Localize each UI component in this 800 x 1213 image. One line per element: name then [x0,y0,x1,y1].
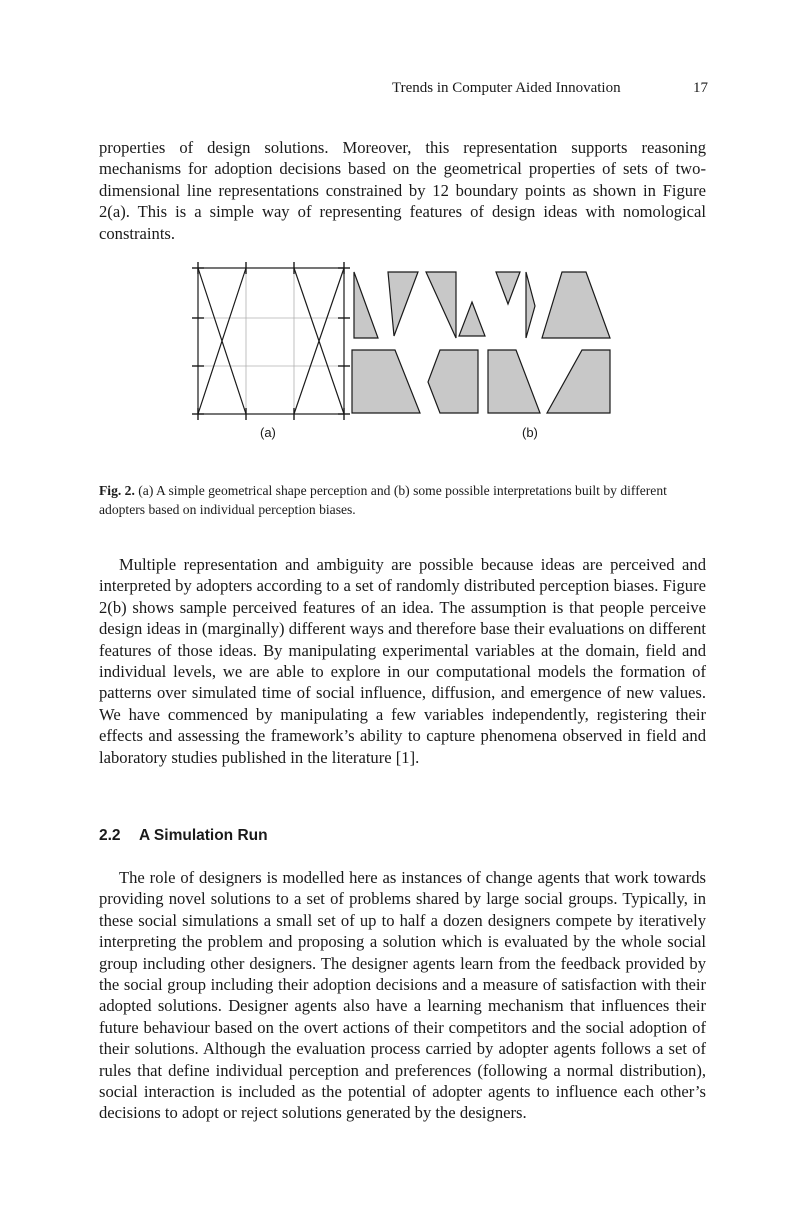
shape-triangle-3 [426,272,456,338]
paragraph-2: Multiple representation and ambiguity are possible because ideas are perceived and interpreted by adopters according to a set of randomly distributed perception biases. Figure 2(b) shows sample perceived features of an idea. The assumption is that people perceive design ideas in (marginally) different ways and therefore base their evaluations on different features of those ideas. By manipulating experimental variables at the domain, field and individual levels, we are able to explore in our computational models the formation of patterns over simulated time of social influence, diffusion, and emergence of new values. We have commenced by manipulating a few variables independently, registering their effects and assessing the framework’s ability to capture phenomena observed in field and laboratory studies published in the literature [1]. [99,555,706,767]
section-heading [99,826,268,846]
page-number: 17 [693,80,708,96]
paragraph-3: The role of designers is modelled here as instances of change agents that work towards providing novel solutions to a set of problems shared by large social groups. Typically, in these social simulations a small set of up to half a dozen designers compete by iteratively interpreting the problem and proposing a solution which is evaluated by the whole social group including other designers. The designer agents learn from the feedback provided by the social group including their adoption decisions and a measure of satisfaction with their adopted solutions. Designer agents also have a learning mechanism that influences their future behaviour based on the overt actions of their competitors and the social adoption of their solutions. Although the evaluation process carried by adopter agents follows a set of rules that define individual perception and preferences (following a normal distribution), social interaction is included as the potential of adopter agents to influence each other’s decisions to adopt or reject solutions generated by the designers. [99,868,706,1123]
figure-2 [190,258,620,448]
section-title: A Simulation Run [139,827,268,844]
shape-triangle-1 [354,272,378,338]
figure-label-a: (a) [260,425,276,440]
shape-trapezoid-1 [542,272,610,338]
paragraph-1: properties of design solutions. Moreover, this representation supports reasoning mechanisms for adoption decisions based on the geometrical properties of sets of two-dimensional line representations constrained by 12 boundary points as shown in Figure 2(a). This is a simple way of representing features of design ideas with nomological constraints. [99,138,706,243]
section-number: 2.2 [99,827,121,844]
shape-hexagon-1 [428,350,478,413]
shape-pentagon-1 [488,350,540,413]
shape-triangle-2 [388,272,418,336]
shape-triangle-4 [459,302,485,336]
figure-caption [99,481,706,519]
shape-parallelogram-1 [352,350,420,413]
caption-text: (a) A simple geometrical shape perception and (b) some possible interpretations built by different adopters based on individual perception biases. [99,483,667,517]
interpretations-panel-b [352,272,610,413]
figure-2-drawing [190,258,620,448]
caption-figure-number: Fig. 2. [99,483,135,498]
figure-label-b: (b) [522,425,538,440]
running-title: Trends in Computer Aided Innovation [392,80,621,96]
shape-triangle-6 [526,272,535,338]
shape-trapezoid-2 [547,350,610,413]
grid-panel-a [192,262,350,420]
shape-triangle-5 [496,272,520,304]
